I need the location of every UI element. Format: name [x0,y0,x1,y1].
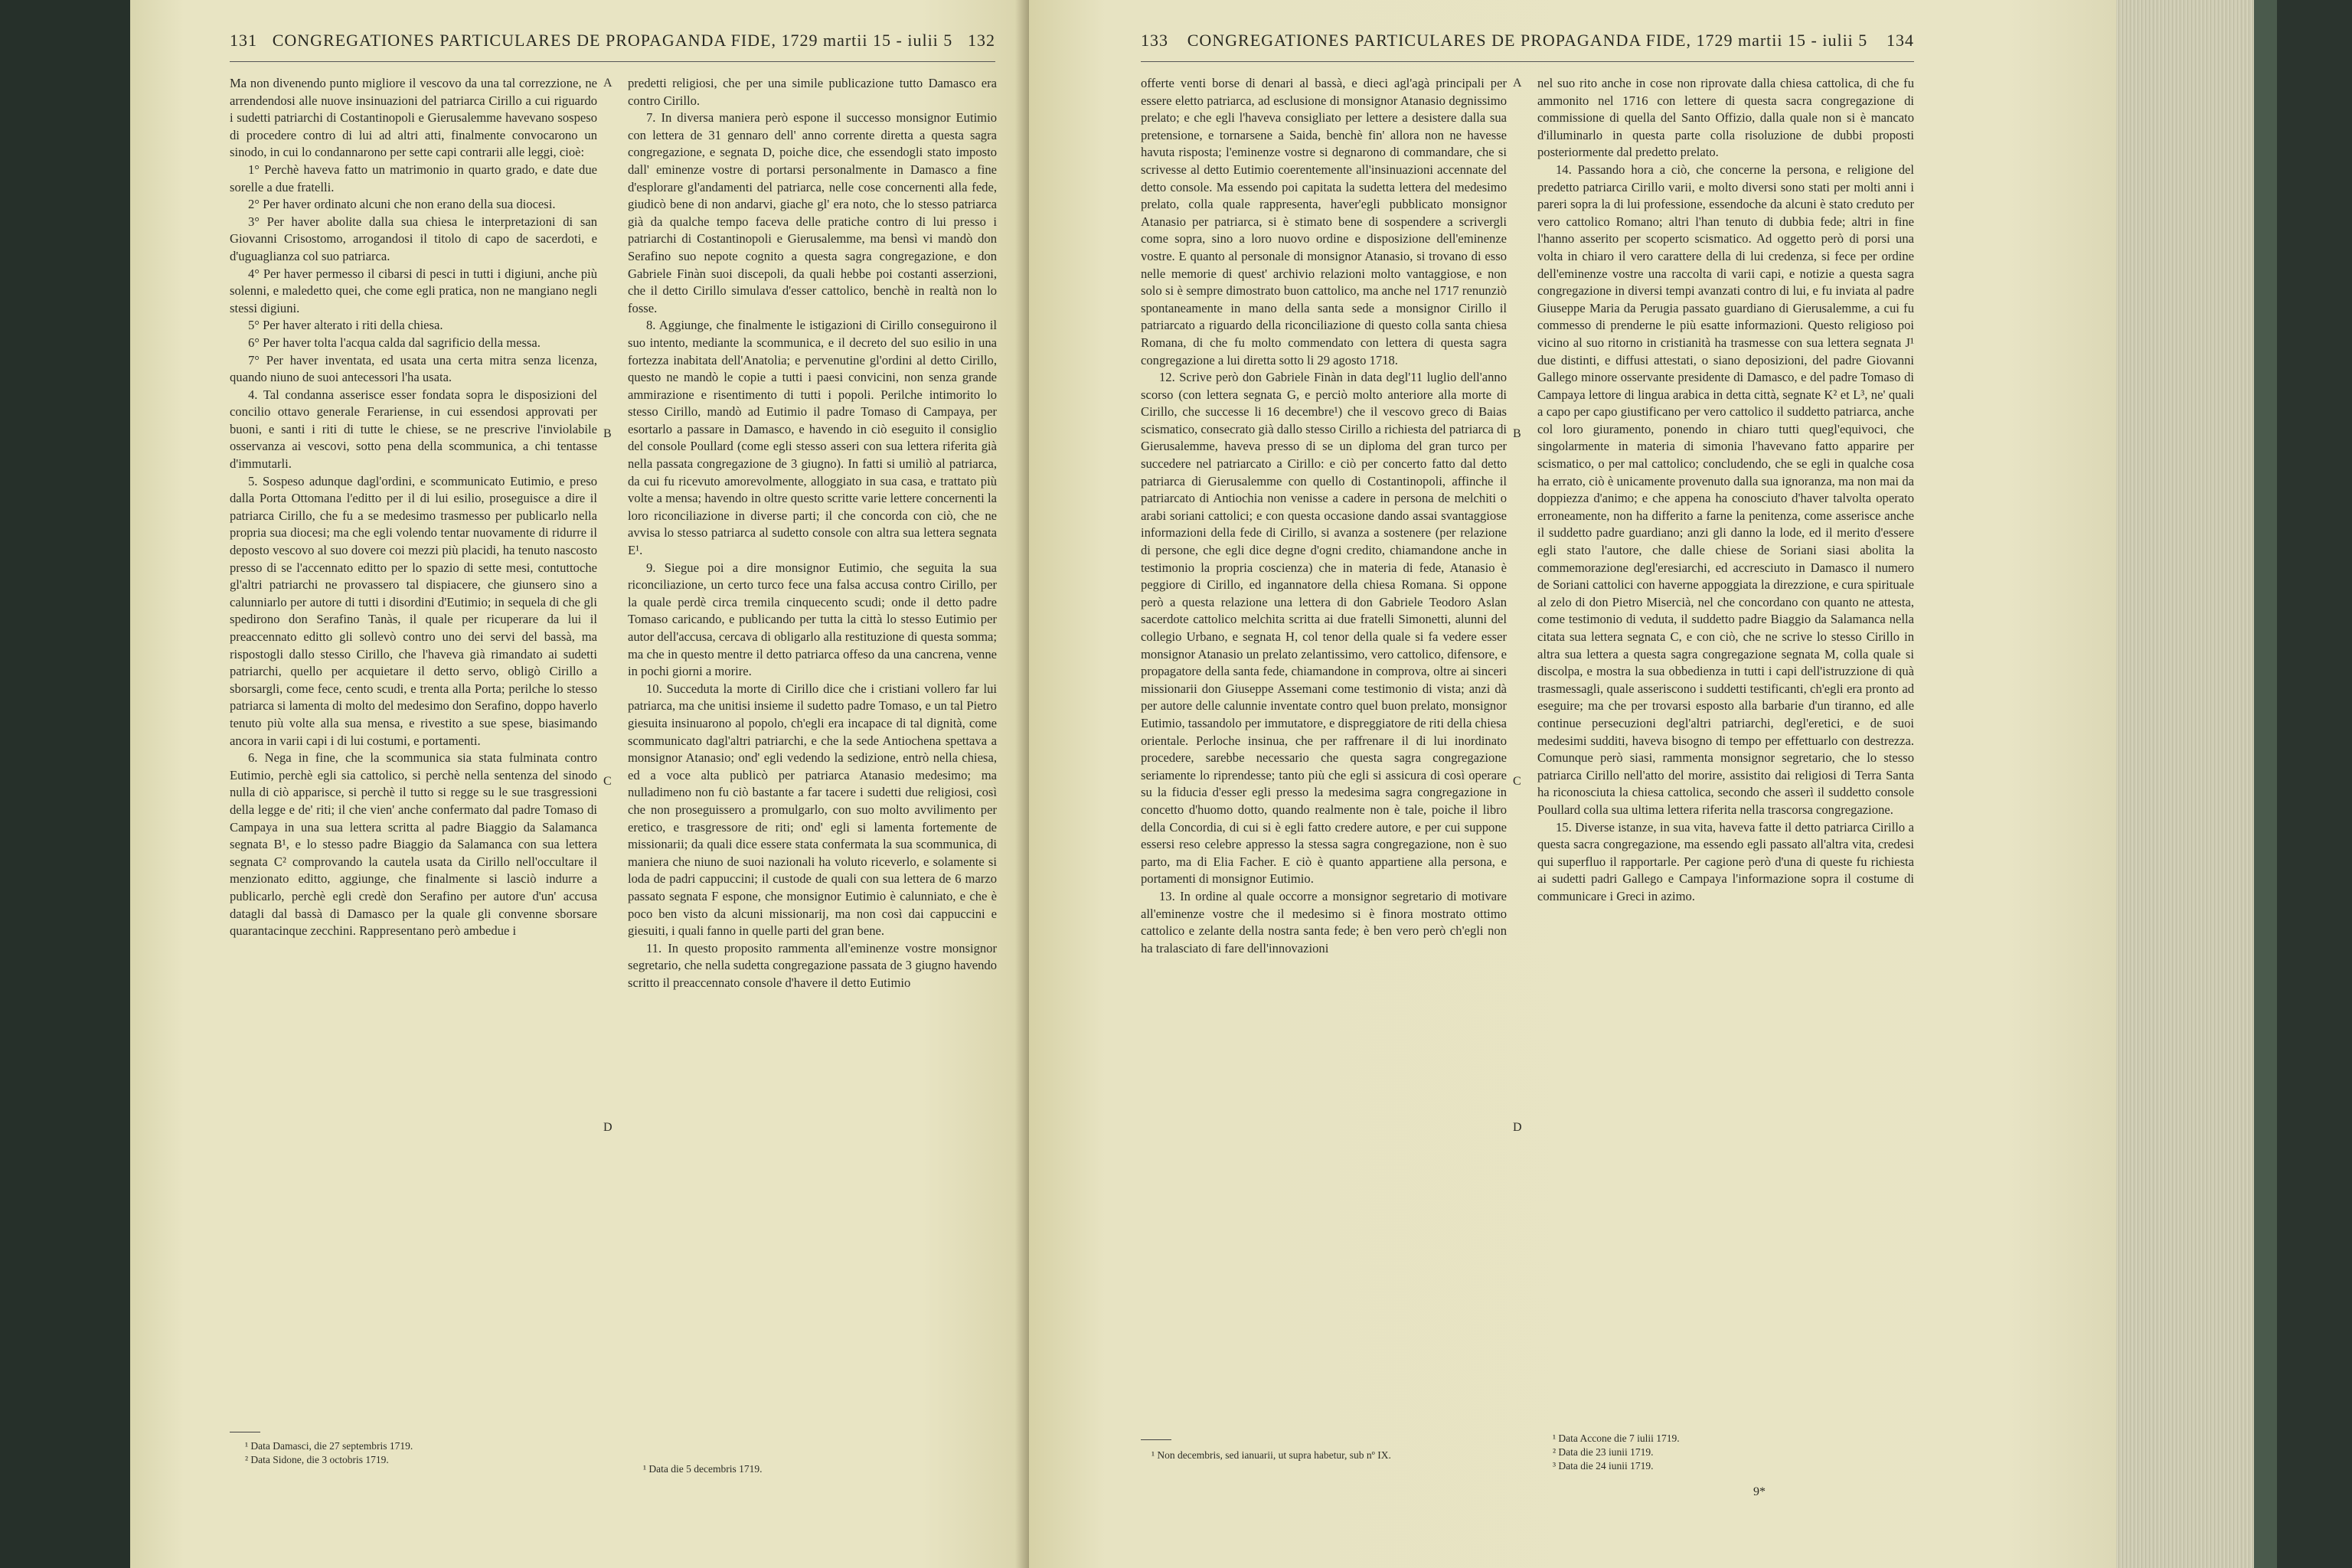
footnote: ¹ Data Damasci, die 27 septembris 1719. [245,1440,413,1452]
paragraph: 7° Per haver inventata, ed usata una certa mitra senza licenza, quando niuno de suoi antecessori l'ha usata. [230,352,597,385]
page-number: 133 [1141,31,1168,50]
header-rule [1141,61,1914,62]
paragraph: 5° Per haver alterato i riti della chiesa. [248,318,443,333]
footnote: ¹ Data die 5 decembris 1719. [643,1463,763,1475]
paragraph: 10. Succeduta la morte di Cirillo dice che i cristiani vollero far lui patriarca, ma che unitisi insieme il sudetto padre Tomaso, e un tal Pietro giesuita insinuarono al popolo, ch'egli era incapace di tal dignità, come scommunicato dagl'altri patriarchi, e che la sede Antiochena spettava a monsignor Atanasio; ond' egli vedendo la sedizione, entrò nella chiesa, ed a voce alta publicò per patriarca Atanasio medesimo; ma nulladimeno non fu ciò bastante a far tacere i sudetti due religiosi, così che non proseguissero a promulgarlo, con suo molto avvilimento per eretico, e trasgressore de riti; ond' egli si lamenta fortemente de missionarii; da quali dice essere stata confermata la sua scommunica, di maniera che niuno de suoi nazionali ha voluto riceverlo, e solamente si loda de padri cappuccini; il custode de quali con sua lettera de 6 marzo passato segnata F espone, che monsignor Eutimio è calunniato, e che è poco ben visto da alcuni missionarij, ma non così dai cappuccini e giesuiti, i quali fanno in quelle parti del gran bene. [628,681,997,939]
margin-letter: D [1513,1121,1522,1134]
footnote: ¹ Data Accone die 7 iulii 1719. [1553,1432,1680,1444]
paragraph: 8. Aggiunge, che finalmente le istigazioni di Cirillo conseguirono il suo intento, mediante la scommunica, e il decreto del suo esilio in una fortezza inabitata dell'Anatolia; e pervenutine gl'ordini al detto Cirillo, questo ne mandò le copie a tutti i paesi convicini, non senza grande ammirazione e risentimento di tutti i popoli. Perilche intimorito lo stesso Cirillo, mandò ad Eutimio il padre Tomaso di Campaya, per esortarlo a passare in Damasco, e havendo in ciò eseguito il consiglio del console Poullard (come egli stesso asseri con sua lettera riferita già nella passata congregazione de 3 giugno). In fatti si umiliò al patriarca, da cui fu ricevuto amorevolmente, alloggiato in sua casa, e trattato più volte a mensa; havendo in oltre questo scritte varie lettere concernenti la loro riconciliazione in diverse parti; il che concorda con ciò, che ne avvisa lo stesso patriarca al sudetto console con altra sua lettera segnata E¹. [628,318,997,558]
paragraph: 7. In diversa maniera però espone il successo monsignor Eutimio con lettera de 31 gennaro dell' anno corrente diretta a questa sagra congregazione, e segnata D, poiche dice, che essendogli stato imposto dall' eminenze vostre di portarsi personalmente in Damasco a fine d'esplorare gl'andamenti del patriarca, nelle cose concernenti alla fede, giudicò bene di non andarvi, giache gl' era noto, che lo stesso patriarca già da qualche tempo faceva delle pratiche contro di lui presso i patriarchi di Costantinopoli e Gierusalemme, ma bensì vi mandò don Serafino suo nepote cognito a questa sagra congregazione, e don Gabriele Finàn suoi discepoli, da quali hebbe poi costanti asserzioni, che il detto Cirillo simulava d'esser cattolico, benchè in realtà non lo fosse. [628,110,997,315]
margin-letter: A [1513,77,1522,90]
footnotes [245,1439,582,1467]
footnote: ² Data die 23 iunii 1719. [1553,1446,1654,1458]
background [2254,0,2352,1568]
running-title: CONGREGATIONES PARTICULARES DE PROPAGANDA FIDE, 1729 martii 15 - iulii 5 [1187,31,1868,50]
paragraph: 15. Diverse istanze, in sua vita, haveva fatte il detto patriarca Cirillo a questa sacra congregazione, ma essendo egli passato all'altra vita, credesi qui superfluo il rapportarle. Per cagione però d'una di queste fu richiesta ai sudetti padri Gallego e Campaya l'informazione sopra il costume di communicare i Greci in azimo. [1537,819,1914,903]
footnote-rule [1141,1439,1171,1440]
paragraph: 13. In ordine al quale occorre a monsignor segretario di motivare all'eminenze vostre che il medesimo si è finora mostrato ottimo cattolico e zelante della nostra santa fede; è ben vero però ch'egli non ha tralasciato di fare dell'innovazioni [1141,888,1507,956]
text-column-left [230,75,597,940]
paragraph: 1° Perchè haveva fatto un matrimonio in quarto grado, e date due sorelle a due fratelli. [230,162,597,194]
footnote: ³ Data die 24 iunii 1719. [1553,1460,1654,1472]
running-title: CONGREGATIONES PARTICULARES DE PROPAGANDA FIDE, 1729 martii 15 - iulii 5 [272,31,953,50]
paragraph: 6. Nega in fine, che la scommunica sia stata fulminata contro Eutimio, perchè egli sia cattolico, si perchè nella sentenza del sinodo nulla di ciò apparisce, si perchè il tutto si regge su le sue trasgressioni della legge e de' riti; il che vien' anche confermato dal padre Tomaso di Campaya in una sua lettera scritta al padre Biaggio da Salamanca segnata B¹, e lo stesso padre Biaggio da Salamanca con sua lettera segnata C² comprovando la cautela usata da Cirillo nell'occultare il menzionato editto, aggiunge, che finalmente si lasciò indurre a publicarlo, perchè egli credè don Serafino per autore d'un' accusa datagli dal bassà di Damasco per la quale gli convenne sborsare quarantacinque zecchini. Rappresentano però ambedue i [230,750,597,939]
margin-letter: D [603,1121,612,1134]
book-page-edges [2116,0,2254,1568]
right-page [1029,0,2116,1568]
signature-mark: 9* [1753,1485,1766,1498]
margin-letter: B [603,427,612,440]
page-number: 134 [1886,31,1914,50]
paragraph: offerte venti borse di denari al bassà, e dieci agl'agà principali per essere eletto patriarca, ad esclusione di monsignor Atanasio degnissimo prelato; e che egli l'haveva consigliato per lettere a desistere dalla sua pretensione, e tornarsene a Saida, benchè fin' allora non ne havesse havuta risposta; l'eminenze vostre si degnarono di commandare, che si scrivesse al detto Eutimio coerentemente all'insinuazioni accennate del detto console. Ma essendo poi capitata la sudetta lettera del medesimo prelato, colla quale rappresenta, haver'egli pubblicato monsignor Atanasio per patriarca, si è stimato bene di sospendere a scrivergli come sopra, sino a loro nuovo ordine e disposizione dell'eminenze vostre. E quanto al personale di monsignor Atanasio, si trovano di esso nelle memorie di quest' archivio relazioni molto vantaggiose, e non solo si è sempre dimostrato buon cattolico, ma anche nel 1717 renunziò spontaneamente in mano della santa sede a monsignor Cirillo il patriarcato a riguardo della riconciliazione di questo colla santa chiesa Romana, di che fu molto commendato con lettera di questa sagra congregazione a lui diretta sotto li 29 agosto 1718. [1141,76,1507,368]
footnotes [643,1462,980,1476]
text-column-right [628,75,997,991]
page-number: 132 [968,31,995,50]
paragraph: 5. Sospeso adunque dagl'ordini, e scommunicato Eutimio, e preso dalla Porta Ottomana l'editto per il di lui esilio, proseguisce a dire il patriarca Cirillo, che fu a se medesimo trasmesso per publicarlo nella propria sua diocesi; ma che egli volendo tentar nuovamente di ridurre il deposto vescovo al suo dovere coi mezzi più placidi, ha tenuto nascosto presso di se l'accennato editto per lo spazio di sette mesi, contuttoche gl'altri patriarchi ne provassero tal dispiacere, che giunsero sino a calunniarlo per autore di tutti i disordini d'Eutimio; in sequela di che gli spedirono don Serafino Tanàs, il quale per ricuperare da lui il preaccennato editto gli sollevò contro uno dei servi del bassà, ma rispostogli dallo stesso Cirillo, che l'haveva già rimandato ai sudetti patriarchi, quello per acquietare il detto servo, obligò Cirillo a sborsargli, come fece, cento scudi, e trenta alla Porta; perilche lo stesso patriarca si lamenta di molto del medesimo don Serafino, doppo haverlo tenuto più volte alla sua mensa, e rivestito a sue spese, biasimando ancora in varii capi i di lui costumi, e portamenti. [230,473,597,748]
paragraph: 11. In questo proposito rammenta all'eminenze vostre monsignor segretario, che nella sudetta congregazione passata de 3 giugno havendo scritto il preaccennato console d'havere il detto Eutimio [628,940,997,990]
footnote: ¹ Non decembris, sed ianuarii, ut supra habetur, sub nº IX. [1152,1449,1391,1461]
margin-letter: C [1513,775,1521,788]
paragraph: 4° Per haver permesso il cibarsi di pesci in tutti i digiuni, anche più solenni, e maledetto quei, che come egli pratica, non ne mangiano negli stessi digiuni. [230,266,597,315]
footnote: ² Data Sidone, die 3 octobris 1719. [245,1454,389,1465]
left-page [130,0,1029,1568]
margin-letter: C [603,775,612,788]
page-number: 131 [230,31,257,50]
paragraph: 12. Scrive però don Gabriele Finàn in data degl'11 luglio dell'anno scorso (con lettera segnata G, e perciò molto anteriore alla morte di Cirillo, che successe li 16 decembre¹) che il vescovo greco di Baias scismatico, consecrato già dallo stesso Cirillo a richiesta del patriarca di Gierusalemme, haveva presso di se un diploma del gran turco per succedere nel patriarcato a Cirillo: e ciò per concerto fatto dal detto patriarca di Gierusalemme con quello di Costantinopoli, affinche il patriarcato di Antiochia non venisse a cadere in persona de melchiti o arabi soriani cattolici; e con questa occasione dando assai svantaggiose informazioni della fede di Cirillo, si avanza a sostenere (per relazione di persone, che egli dice degne d'ogni credito, chiamandone anche in testimonio la propria coscienza) che in materia di fede, Atanasio è peggiore di Cirillo, ed ingannatore della chiesa Romana. Si oppone però a questa relazione una lettera di don Gabriele Teodoro Aslan sacerdote cattolico melchita scritta ai due fratelli Simonetti, alunni del collegio Urbano, e segnata H, col tenor della quale si fa vedere esser monsignor Atanasio un prelato zelantissimo, vero cattolico, difensore, e propagatore della santa fede, chiamandone in comprova, oltre ai sinceri missionarii don Giuseppe Assemani come testimonio di vista; anzi dà per autore delle calunnie inventate contro quel buon prelato, monsignor Eutimio, tassandolo per immutatore, e dispreggiatore de riti della chiesa orientale. Perloche insinua, che per raffrenare il di lui inordinato procedere, sarebbe necessario che questa sagra congregazione seriamente lo riprendesse; tanto più che egli si assicura di così operare su la fiducia d'esser egli presso la medesima sagra congregazione in concetto d'huomo dotto, quando realmente non è tale, poiche il libro della Concordia, di cui si è egli fatto credere autore, e per cui suppone essersi reso celebre appresso la stessa sagra congregazione, non è suo parto, ma di Elia Facher. E ciò è quanto appartiene alla persona, e portamenti di monsignor Eutimio. [1141,370,1507,887]
header-rule [230,61,995,62]
footnotes [1553,1432,1890,1473]
footnotes [1152,1449,1488,1462]
left-page-header [230,31,995,57]
text-column-left [1141,75,1507,957]
paragraph: 4. Tal condanna asserisce esser fondata sopra le disposizioni del concilio ottavo generale Ferariense, in cui essendosi approvati per buoni, e santi i riti di tutte le chiese, se ne prescrive l'inviolabile osservanza ai vescovi, sotto pena della scommunica, a chi tentasse d'immutarli. [230,387,597,472]
paragraph: 14. Passando hora a ciò, che concerne la persona, e religione del predetto patriarca Cirillo varii, e molto diversi sono stati per molti anni i pareri sopra la di lui professione, essendoche da alcuni è stato creduto per vero cattolico Romano; altri l'han tenuto di dubbia fede; altri in fine l'hanno asserito per scoperto scismatico. Ad oggetto però di porsi una volta in chiaro il vero carattere della di lui credenza, si fece per ordine dell'eminenze vostre una raccolta di varii capi, e notizie a questa sagra congregazione in diversi tempi avanzati contro di lui, e fu inviata al padre Giuseppe Maria da Perugia passato guardiano di Gierusalemme, a cui fu commesso di prenderne le più esatte informazioni. Questo religioso poi vicino al suo ritorno in cristianità ha trasmesse con sua lettera segnata J¹ due distinti, e diffusi attestati, o siano deposizioni, del padre Giovanni Gallego minore osservante presidente di Damasco, e del padre Tomaso di Campaya lettore di lingua arabica in detta città, segnate K² et L³, ne' quali a capo per capo giustificano per vero cattolico il suddetto patriarca, anche col loro giuramento, ponendo in chiaro tutti quegl'equivoci, che singolarmente in materia di simonia l'havevano fatto apparire per scismatico, o per mal cattolico; concludendo, che se egli in qualche cosa ha errato, ciò è unicamente provenuto dalla sua ignoranza, ma non mai da doppiezza d'animo; e che appena ha conosciuto d'haver talvolta operato erroneamente, non ha differito a farne la penitenza, come asserisce anche il suddetto padre guardiano; anzi gli danno la lode, ed il merito d'essere egli stato l'autore, che dalle chiese de Soriani siasi abolita la commemorazione degl'eresiarchi, ed accresciuto in Damasco il numero de Soriani cattolici con haverne appoggiata la direzzione, e cura spirituale al zelo di don Pietro Misercià, nel che concordano con quanto ne attesta, come testimonio di veduta, il suddetto padre Biaggio da Salamanca nella citata sua lettera segnata C, e con ciò, che ne scrive lo stesso Cirillo in altra sua lettera a questa sagra congregazione segnata M, colla quale si discolpa, e mostra la sua obbedienza in tutti i capi dell'istruzzione di quà trasmessagli, quale asseriscono i suddetti testificanti, ch'egli era pronto ad eseguire; ma che per trovarsi esposto alla barbarie d'un tiranno, ed alle continue persecuzioni degl'altri patriarchi, degl'eretici, e de suoi medesimi sudditi, haveva bisogno di tempo per effettuarlo con destrezza. Comunque però siasi, rammenta monsignor segretario, che lo stesso patriarca Cirillo nell'atto del morire, assistito dai religiosi di Terra Santa ha riconosciuta la chiesa cattolica, secondo che asserì il suddetto console Poullard colla sua ultima lettera riferita nella trascorsa congregazione. [1537,162,1914,817]
right-page-header [1141,31,1914,57]
paragraph: nel suo rito anche in cose non riprovate dalla chiesa cattolica, di che fu ammonito nel 1716 con lettere di questa sacra congregazione di commissione di quella del Santo Offizio, dalla quale non si è mancato d'illuminarlo in questa parte colla risoluzione de dubbi proposti posteriormente dal predetto prelato. [1537,76,1914,160]
paragraph: 2° Per haver ordinato alcuni che non erano della sua diocesi. [248,197,556,212]
paragraph: 3° Per haver abolite dalla sua chiesa le interpretazioni di san Giovanni Crisostomo, arrogandosi il titolo di capo de sacerdoti, e d'uguaglianza col suo patriarca. [230,214,597,263]
text-column-right [1537,75,1914,906]
paragraph: 6° Per haver tolta l'acqua calda dal sagrificio della messa. [248,335,541,350]
margin-letter: B [1513,427,1521,440]
paragraph: predetti religiosi, che per una simile publicazione tutto Damasco era contro Cirillo. [628,76,997,108]
paragraph: 9. Siegue poi a dire monsignor Eutimio, che seguita la sua riconciliazione, un certo turco fece una falsa accusa contro Cirillo, per la quale perdè circa tremila cinquecento scudi; onde il detto padre Tomaso caricando, e publicando per tutta la città lo stesso Eutimio per autor dell'accusa, cercava di obligarlo alla restituzione di questa somma; ma che in questo mentre il detto patriarca offeso da una cancrena, venne in pochi giorni a morire. [628,560,997,679]
margin-letter: A [603,77,612,90]
paragraph: Ma non divenendo punto migliore il vescovo da una tal correzzione, ne arrendendosi alle nuove insinuazioni del patriarca Cirillo a cui riguardo i sudetti patriarchi di Costantinopoli e Gierusalemme havevano sospeso di procedere contro di lui ad altri atti, finalmente convocarono un sinodo, in cui lo condannarono per sette capi contrarii alle leggi, cioè: [230,76,597,160]
